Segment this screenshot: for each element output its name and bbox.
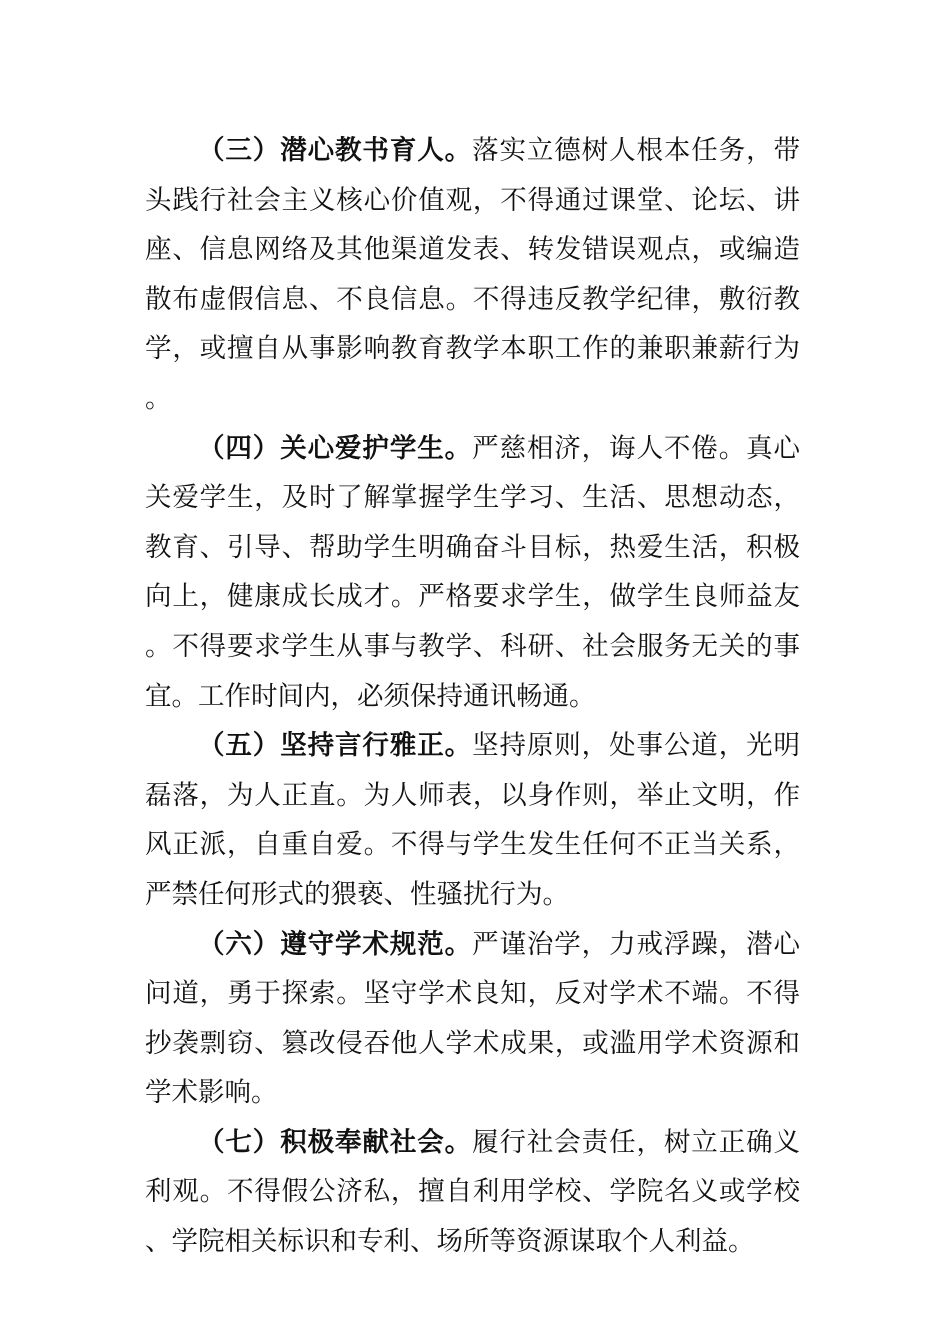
paragraph-seven-body: 履行社会责任，树立正确义利观。不得假公济私，擅自利用学校、学院名义或学校、学院相关标识和专利、场所等资源谋取个人利益。 xyxy=(145,1126,801,1258)
paragraph-four xyxy=(145,424,800,722)
paragraph-seven-heading: （七）积极奉献社会。 xyxy=(198,1126,473,1158)
paragraph-five-heading: （五）坚持言行雅正。 xyxy=(198,730,473,762)
paragraph-three-heading: （三）潜心教书育人。 xyxy=(198,135,473,166)
paragraph-four-heading: （四）关心爱护学生。 xyxy=(198,432,473,464)
paragraph-five xyxy=(145,721,800,919)
paragraph-five-body: 坚持原则，处事公道，光明磊落，为人正直。为人师表，以身作则，举止文明，作风正派，自重自爱。不得与学生发生任何不正当关系，严禁任何形式的猥亵、性骚扰行为。 xyxy=(145,730,801,910)
paragraph-three xyxy=(145,126,800,424)
paragraph-six-body: 严谨治学，力戒浮躁，潜心问道，勇于探索。坚守学术良知，反对学术不端。不得抄袭剽窃、篡改侵吞他人学术成果，或滥用学术资源和学术影响。 xyxy=(145,928,801,1109)
paragraph-three-body: 落实立德树人根本任务，带头践行社会主义核心价值观，不得通过课堂、论坛、讲座、信息网络及其他渠道发表、转发错误观点，或编造散布虚假信息、不良信息。不得违反教学纪律，敷衍教学，或擅自从事影响教育教学本职工作的兼职兼薪行为。 xyxy=(145,135,801,414)
paragraph-six xyxy=(145,920,800,1118)
paragraph-six-heading: （六）遵守学术规范。 xyxy=(198,928,473,960)
document-body xyxy=(145,126,800,1267)
paragraph-four-body: 严慈相济，诲人不倦。真心关爱学生，及时了解掌握学生学习、生活、思想动态，教育、引导、帮助学生明确奋斗目标，热爱生活，积极向上，健康成长成才。严格要求学生，做学生良师益友。不得要求学生从事与教学、科研、社会服务无关的事宜。工作时间内，必须保持通讯畅通。 xyxy=(145,432,801,712)
paragraph-seven xyxy=(145,1118,800,1267)
